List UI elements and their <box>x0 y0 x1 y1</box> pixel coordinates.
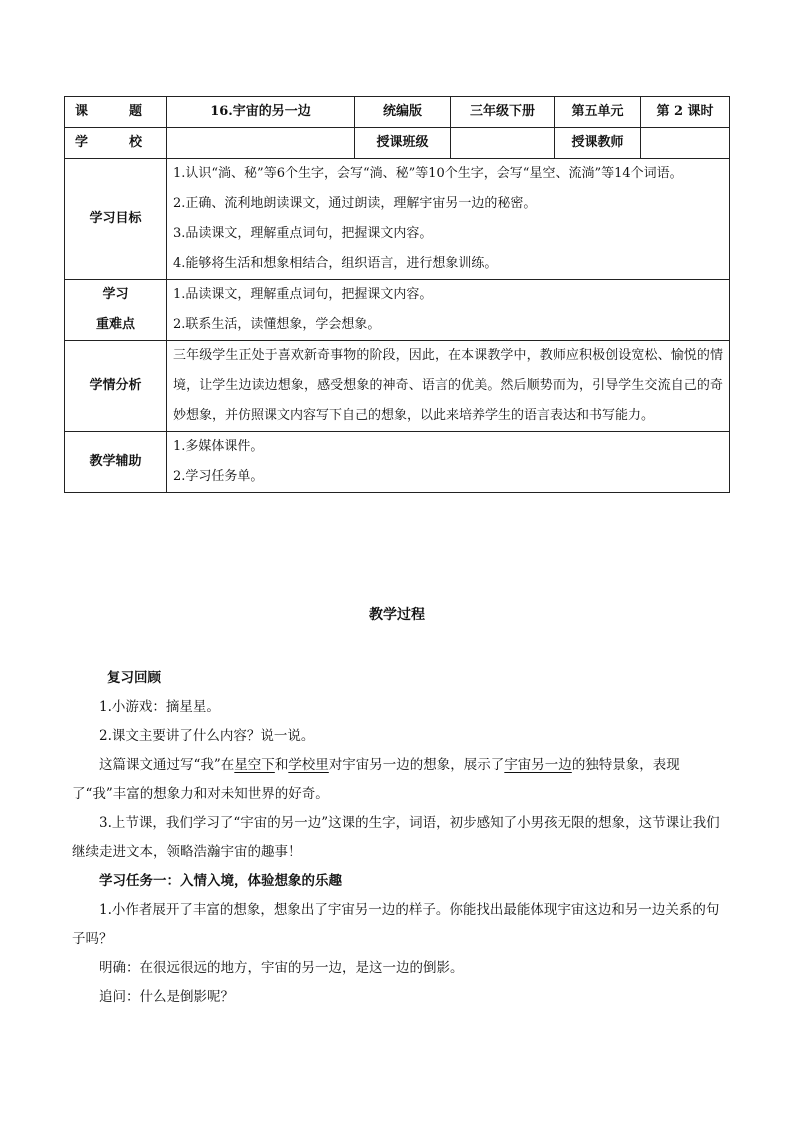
paragraph: 追问：什么是倒影呢？ <box>99 989 234 1005</box>
aids-label: 教学辅助 <box>65 432 167 493</box>
teacher-value[interactable] <box>641 128 730 159</box>
table-row <box>65 341 730 432</box>
lesson-period: 第 2 课时 <box>641 97 730 128</box>
difficulty-content <box>167 280 730 341</box>
table-row <box>65 97 730 128</box>
review-heading: 复习回顾 <box>107 670 161 686</box>
goal-item: 3.品读课文，理解重点词句，把握课文内容。 <box>173 226 433 241</box>
teacher-label: 授课教师 <box>555 128 641 159</box>
paragraph: 2.课文主要讲了什么内容？说一说。 <box>99 728 315 744</box>
edition: 统编版 <box>355 97 451 128</box>
school-label: 学 校 <box>65 128 167 159</box>
class-label: 授课班级 <box>355 128 451 159</box>
unit: 第五单元 <box>555 97 641 128</box>
difficulty-label-line1: 学习 <box>102 287 129 302</box>
difficulty-label-line2: 重难点 <box>95 317 135 332</box>
goal-item: 1.认识“淌、秘”等6个生字，会写“淌、秘”等10个生字，会写“星空、流淌”等14个词语。 <box>173 166 683 181</box>
lesson-info-table <box>64 96 730 493</box>
summary-paragraph: 这篇课文通过写“我”在星空下和学校里对宇宙另一边的想象，展示了宇宙另一边的独特景象，表现了“我”丰富的想象力和对未知世界的好奇。 <box>72 757 680 802</box>
table-row <box>65 159 730 280</box>
process-body <box>72 664 732 1012</box>
underlined-term: 星空下 <box>234 757 275 773</box>
analysis-content: 三年级学生正处于喜欢新奇事物的阶段，因此，在本课教学中，教师应积极创设宽松、愉悦的情境，让学生边读边想象，感受想象的神奇、语言的优美。然后顺势而为，引导学生交流自己的奇妙想象，并仿照课文内容写下自己的想象，以此来培养学生的语言表达和书写能力。 <box>167 341 730 432</box>
aids-content <box>167 432 730 493</box>
lesson-title: 16.宇宙的另一边 <box>167 97 355 128</box>
difficulty-label <box>65 280 167 341</box>
table-row <box>65 432 730 493</box>
class-value[interactable] <box>451 128 555 159</box>
task1-heading: 学习任务一：入情入境，体验想象的乐趣 <box>99 873 342 889</box>
grade: 三年级下册 <box>451 97 555 128</box>
school-value[interactable] <box>167 128 355 159</box>
difficulty-item: 2.联系生活，读懂想象，学会想象。 <box>173 317 381 332</box>
analysis-label: 学情分析 <box>65 341 167 432</box>
topic-label: 课 题 <box>65 97 167 128</box>
paragraph: 1.小作者展开了丰富的想象，想象出了宇宙另一边的样子。你能找出最能体现宇宙这边和另一边关系的句子吗？ <box>72 902 720 947</box>
goal-item: 2.正确、流利地朗读课文，通过朗读，理解宇宙另一边的秘密。 <box>173 196 537 211</box>
goals-label: 学习目标 <box>65 159 167 280</box>
difficulty-item: 1.品读课文，理解重点词句，把握课文内容。 <box>173 287 433 302</box>
table-row <box>65 128 730 159</box>
goals-content <box>167 159 730 280</box>
paragraph: 明确：在很远很远的地方，宇宙的另一边，是这一边的倒影。 <box>99 960 464 976</box>
process-title: 教学过程 <box>369 607 425 623</box>
aid-item: 1.多媒体课件。 <box>173 439 264 454</box>
paragraph: 3.上节课，我们学习了“宇宙的另一边”这课的生字，词语，初步感知了小男孩无限的想象，这节课让我们继续走进文本，领略浩瀚宇宙的趣事！ <box>72 815 720 860</box>
underlined-term: 学校里 <box>288 757 329 773</box>
table-row <box>65 280 730 341</box>
aid-item: 2.学习任务单。 <box>173 469 264 484</box>
paragraph: 1.小游戏：摘星星。 <box>99 699 220 715</box>
goal-item: 4.能够将生活和想象相结合，组织语言，进行想象训练。 <box>173 256 498 271</box>
underlined-term: 宇宙另一边 <box>504 757 572 773</box>
